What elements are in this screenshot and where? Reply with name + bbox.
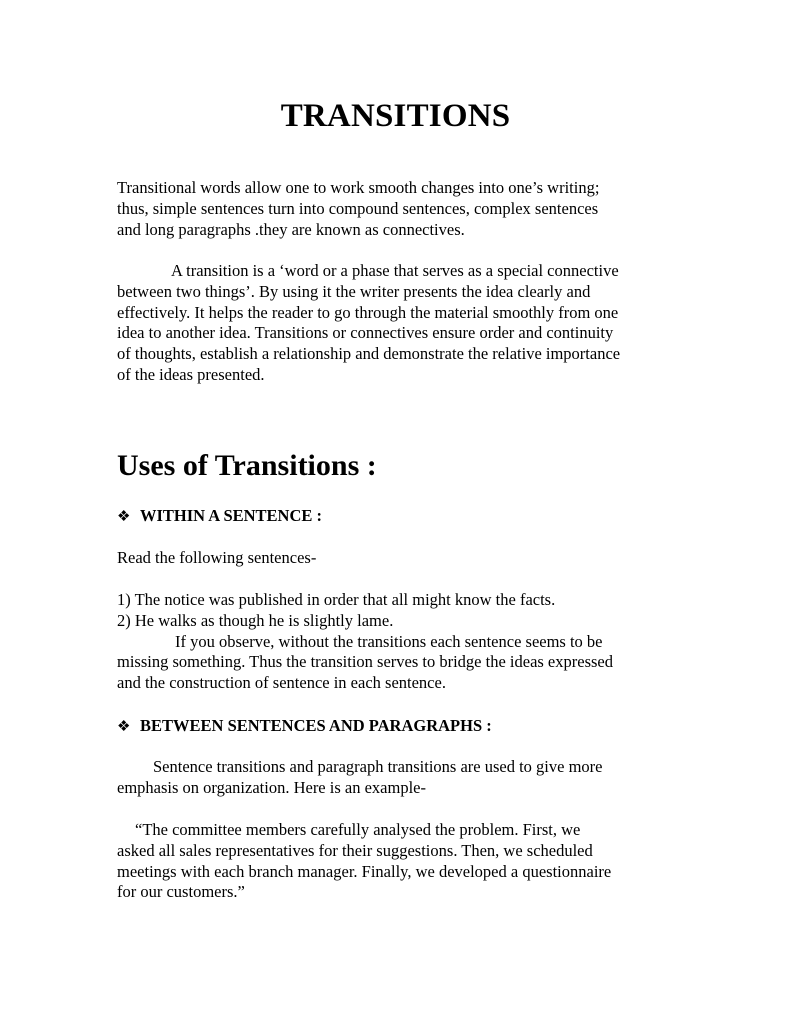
definition-line: A transition is a ‘word or a phase that serves as a special connective xyxy=(171,261,619,280)
within-examples xyxy=(117,590,677,694)
within-prompt-text: Read the following sentences- xyxy=(117,548,317,567)
between-intro xyxy=(117,757,677,799)
intro-line: thus, simple sentences turn into compound sentences, complex sentences xyxy=(117,198,599,218)
explanation-line: If you observe, without the transitions each sentence seems to be xyxy=(175,631,603,651)
uses-heading: Uses of Transitions : xyxy=(117,449,377,482)
between-intro-line: emphasis on organization. Here is an example- xyxy=(117,777,426,797)
within-sentence-heading xyxy=(117,506,322,527)
definition-line: between two things’. By using it the writer presents the idea clearly and xyxy=(117,281,591,301)
diamond-bullet-icon: ❖ xyxy=(117,719,131,735)
definition-line: idea to another idea. Transitions or connectives ensure order and continuity xyxy=(117,323,614,343)
quote-line: asked all sales representatives for their suggestions. Then, we scheduled xyxy=(117,840,593,860)
intro-paragraph xyxy=(117,178,677,240)
quote-line: “The committee members carefully analysed the problem. First, we xyxy=(135,820,581,839)
quote-line: meetings with each branch manager. Finally, we developed a questionnaire xyxy=(117,861,612,881)
quote-line: for our customers.” xyxy=(117,882,245,902)
example-quote xyxy=(117,820,677,903)
example-sentence: 2) He walks as though he is slightly lame. xyxy=(117,610,394,630)
definition-line: effectively. It helps the reader to go through the material smoothly from one xyxy=(117,302,619,322)
between-sentences-heading xyxy=(117,716,492,737)
explanation-line: missing something. Thus the transition serves to bridge the ideas expressed xyxy=(117,652,613,672)
within-heading-text: WITHIN A SENTENCE : xyxy=(140,506,323,525)
explanation-line: and the construction of sentence in each sentence. xyxy=(117,673,446,693)
between-intro-line: Sentence transitions and paragraph transitions are used to give more xyxy=(153,757,603,776)
definition-paragraph xyxy=(117,261,677,386)
definition-line: of thoughts, establish a relationship and demonstrate the relative importance xyxy=(117,344,621,364)
intro-line: Transitional words allow one to work smooth changes into one’s writing; xyxy=(117,178,600,197)
within-prompt xyxy=(117,548,677,569)
diamond-bullet-icon: ❖ xyxy=(117,509,131,525)
example-sentence: 1) The notice was published in order that all might know the facts. xyxy=(117,590,556,609)
definition-line: of the ideas presented. xyxy=(117,364,265,384)
page-title: TRANSITIONS xyxy=(280,98,511,134)
intro-line: and long paragraphs .they are known as connectives. xyxy=(117,219,465,239)
between-heading-text: BETWEEN SENTENCES AND PARAGRAPHS : xyxy=(140,716,492,735)
